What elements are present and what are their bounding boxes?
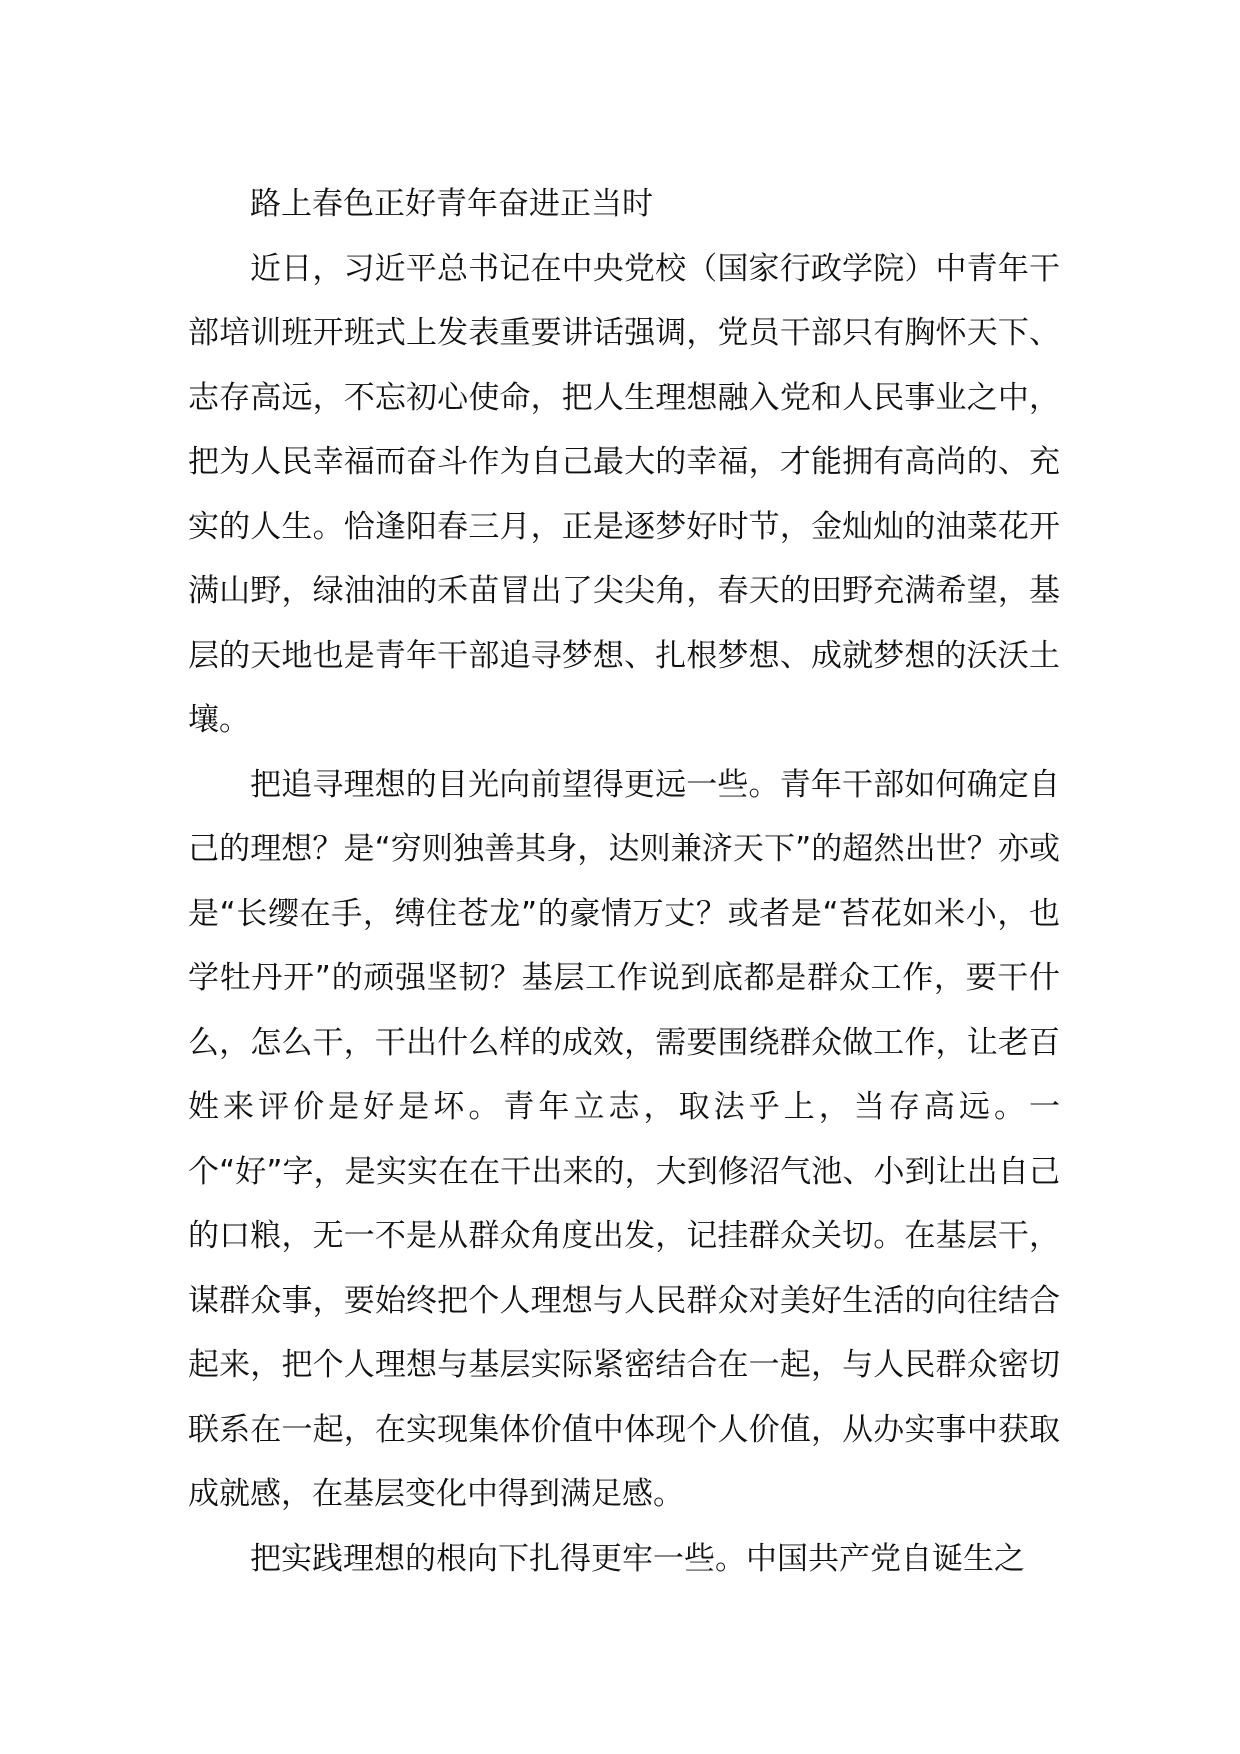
document-title: 路上春色正好青年奋进正当时 [250, 186, 653, 222]
paragraph-3: 把实践理想的根向下扎得更牢一些。中国共产党自诞生之 [250, 1540, 1025, 1577]
document-body [188, 172, 1060, 1591]
paragraph-2: 把追寻理想的目光向前望得更远一些。青年干部如何确定自己的理想？是“穷则独善其身，达则兼济天下”的超然出世？亦或是“长缨在手，缚住苍龙”的豪情万丈？或者是“苔花如米小，也学牡丹开”的顽强坚韧？基层工作说到底都是群众工作，要干什么，怎么干，干出什么样的成效，需要围绕群众做工作，让老百姓来评价是好是坏。青年立志，取法乎上，当存高远。一个“好”字，是实实在在干出来的，大到修沼气池、小到让出自己的口粮，无一不是从群众角度出发，记挂群众关切。在基层干，谋群众事，要始终把个人理想与人民群众对美好生活的向往结合起来，把个人理想与基层实际紧密结合在一起，与人民群众密切联系在一起，在实现集体价值中体现个人价值，从办实事中获取成就感，在基层变化中得到满足感。 [188, 766, 1060, 1512]
paragraph-1: 近日，习近平总书记在中央党校（国家行政学院）中青年干部培训班开班式上发表重要讲话强调，党员干部只有胸怀天下、志存高远，不忘初心使命，把人生理想融入党和人民事业之中，把为人民幸福而奋斗作为自己最大的幸福，才能拥有高尚的、充实的人生。恰逢阳春三月，正是逐梦好时节，金灿灿的油菜花开满山野，绿油油的禾苗冒出了尖尖角，春天的田野充满希望，基层的天地也是青年干部追寻梦想、扎根梦想、成就梦想的沃沃土壤。 [188, 250, 1060, 738]
